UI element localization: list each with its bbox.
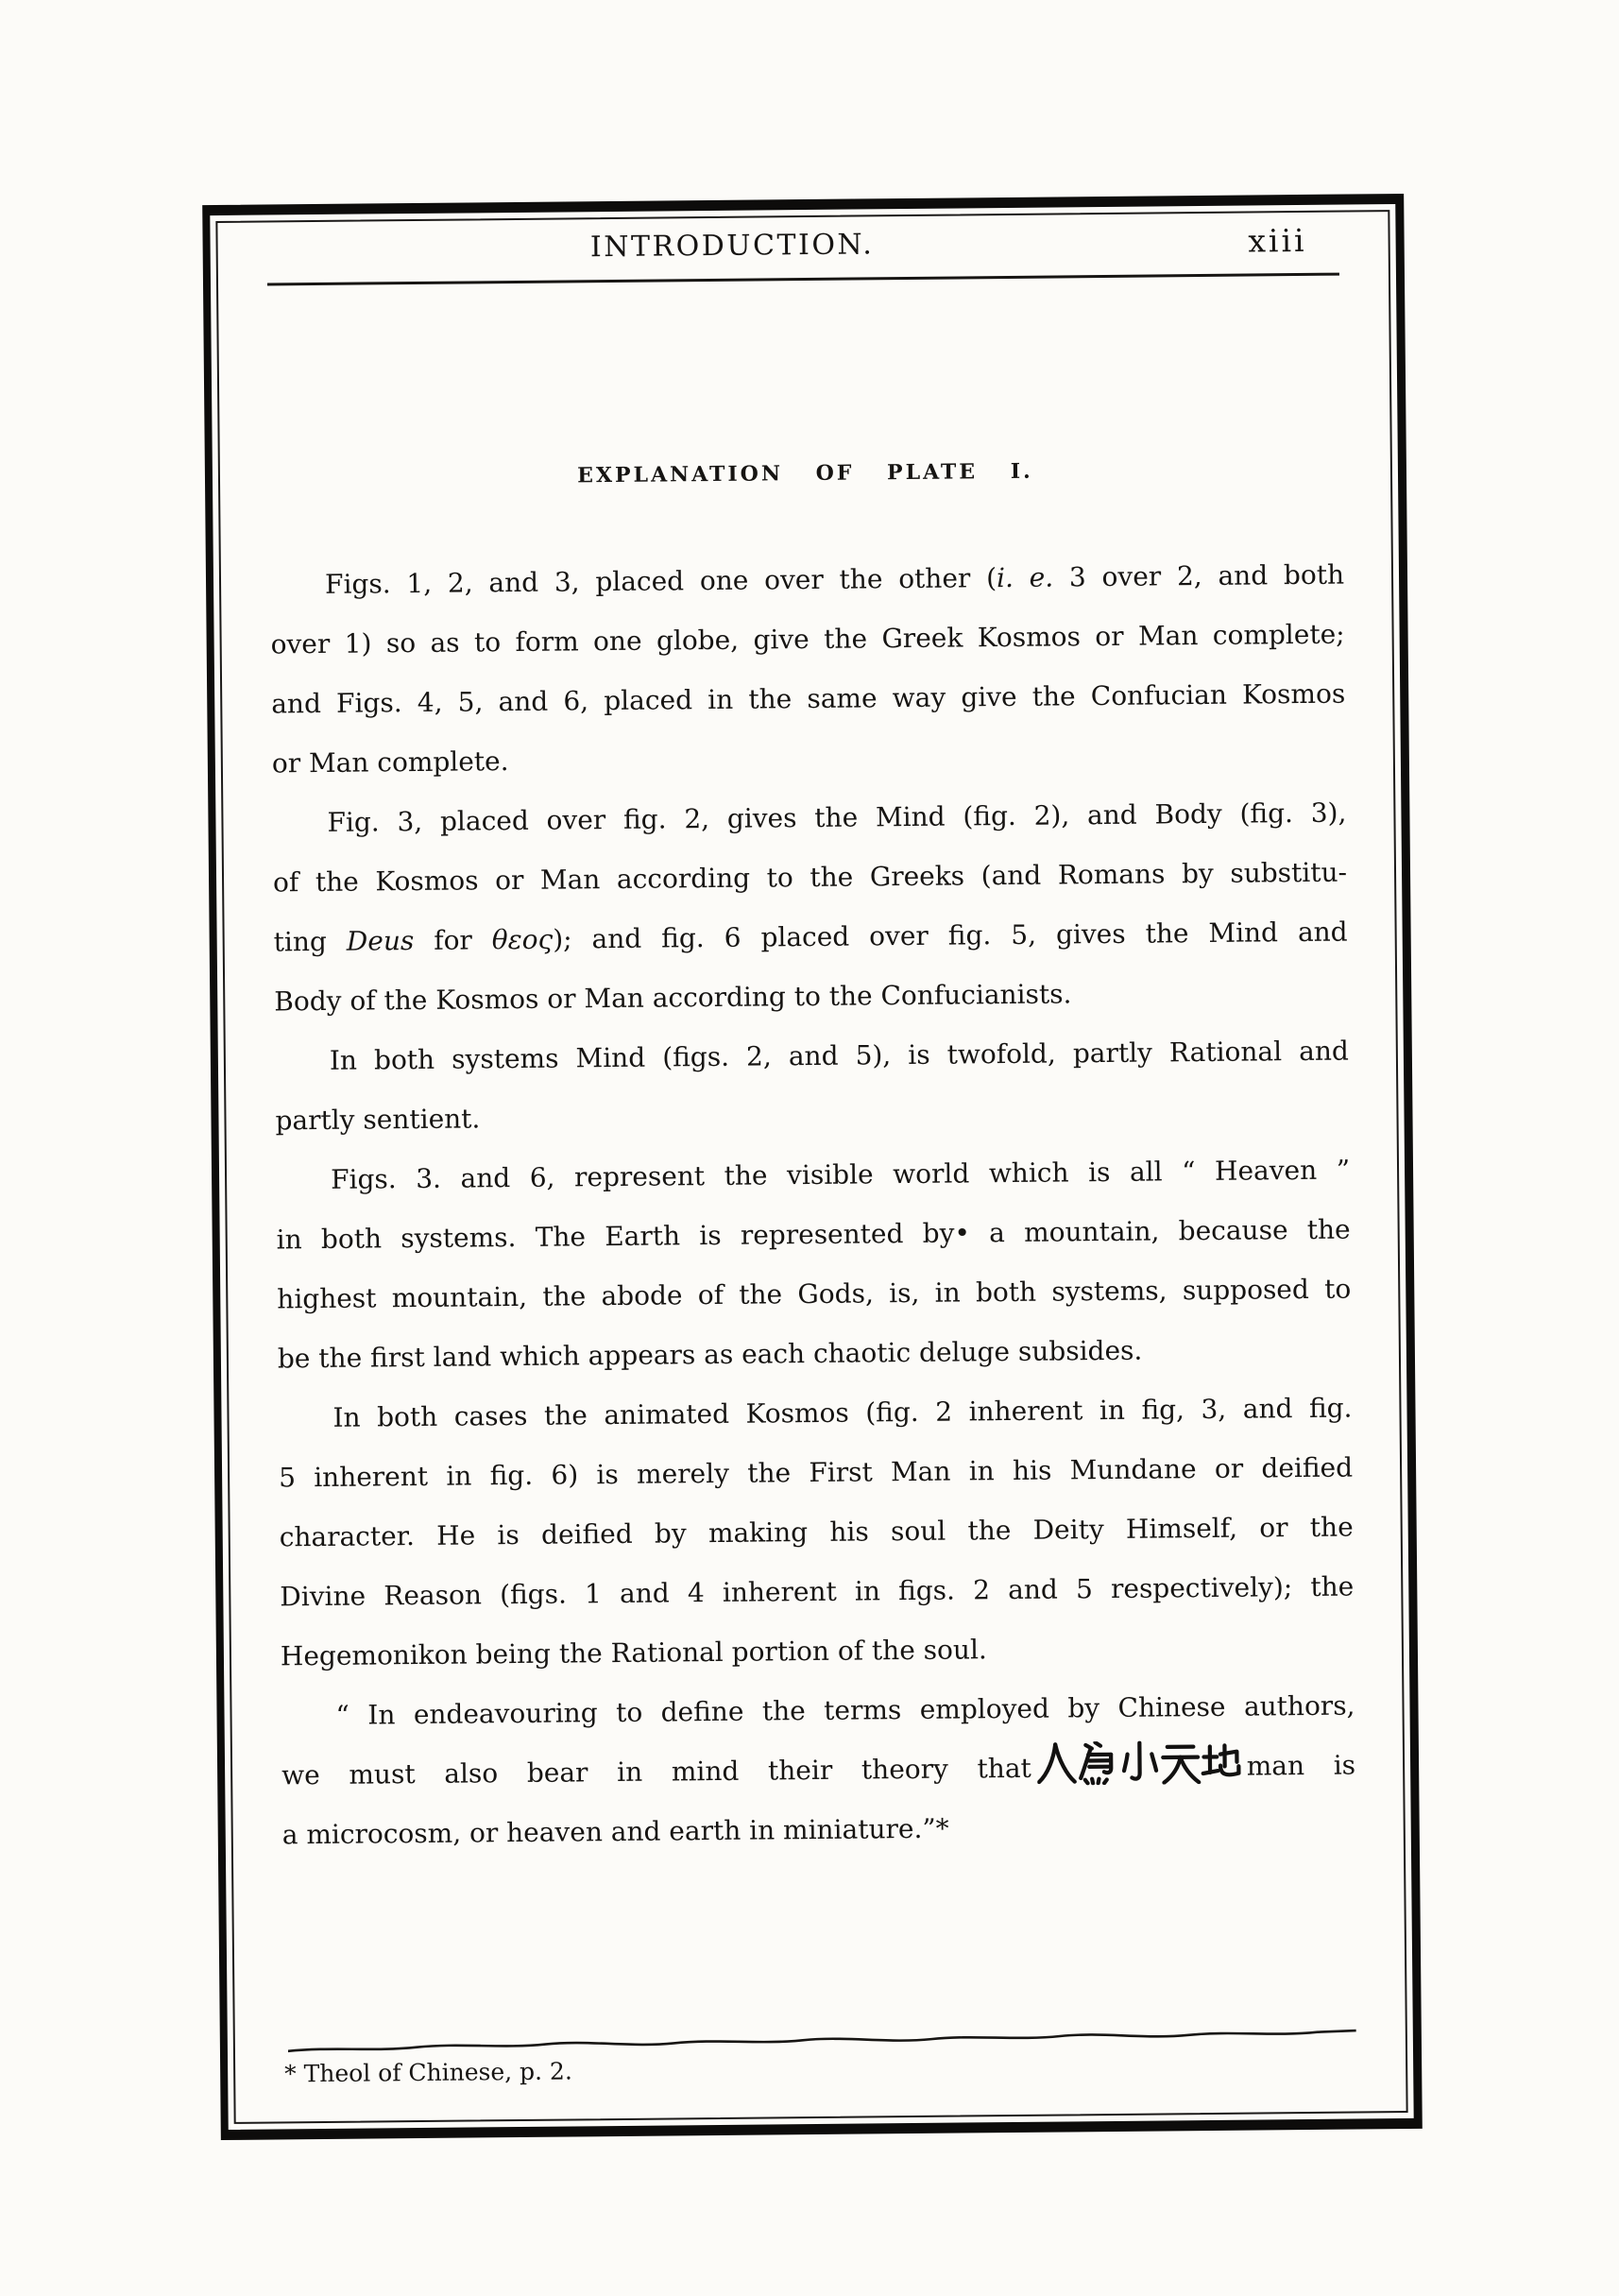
text-segment: highest mountain, the abode of the Gods, is, in both systems, supposed to (277, 1273, 1352, 1315)
section-heading: EXPLANATION OF PLATE I. (577, 458, 1033, 488)
hanzi-wei (1080, 1742, 1111, 1784)
page-number: xiii (1248, 221, 1307, 260)
text-segment: for (414, 924, 492, 957)
text-segment: “ In endeavouring to define the terms employed by Chinese authors, (335, 1689, 1355, 1731)
text-line (275, 1021, 1350, 1091)
text-line (275, 1081, 1350, 1151)
text-segment: Body of the Kosmos or Man according to the Confucianists. (274, 978, 1072, 1018)
text-segment: character. He is deified by making his soul the Deity Himself, or the (279, 1511, 1354, 1553)
text-line (279, 1498, 1354, 1568)
text-line (274, 962, 1349, 1032)
hanzi-ren (1038, 1744, 1074, 1782)
hanzi-xiao (1123, 1742, 1155, 1778)
text-line (277, 1259, 1352, 1329)
text-segment: 5 inherent in fig. 6) is merely the First Man in his Mundane or deified (278, 1451, 1354, 1494)
text-line (281, 1795, 1356, 1865)
text-segment: we must also bear in mind their theory that (281, 1752, 1031, 1791)
text-segment: Divine Reason (figs. 1 and 4 inherent in figs. 2 and 5 respectively); the (280, 1570, 1355, 1613)
text-line (270, 545, 1345, 615)
text-segment: Figs. 3. and 6, represent the visible world which is all “ Heaven ” (330, 1154, 1351, 1195)
text-segment: In both systems Mind (figs. 2, and 5), is twofold, partly Rational and (329, 1035, 1350, 1076)
text-segment: or Man complete. (271, 745, 509, 780)
text-line (273, 843, 1348, 913)
text-line (279, 1438, 1354, 1508)
text-line (278, 1319, 1353, 1389)
text-line (272, 783, 1347, 853)
text-line (273, 902, 1348, 972)
page-header (266, 222, 1338, 274)
text-segment: a microcosm, or heaven and earth in miniature.”* (281, 1812, 949, 1851)
footnote: * Theol of Chinese, p. 2. (284, 2057, 572, 2088)
text-segment: be the first land which appears as each chaotic deluge subsides. (277, 1334, 1143, 1375)
italic-text: θεος (491, 923, 554, 956)
text-segment: over 1) so as to form one globe, give the Greek Kosmos or Man complete; (270, 618, 1345, 660)
page-border-frame (202, 194, 1423, 2140)
italic-text: Deus (346, 925, 415, 957)
text-segment: in both systems. The Earth is represented by• a mountain, because the (276, 1213, 1351, 1256)
text-line (271, 664, 1346, 734)
text-line (276, 1200, 1351, 1270)
text-line (276, 1140, 1351, 1210)
text-line (280, 1557, 1355, 1627)
text-segment: ); and fig. 6 placed over fig. 5, gives the Mind and (553, 916, 1348, 955)
text-segment: Fig. 3, placed over fig. 2, gives the Mind (fig. 2), and Body (fig. 3), (327, 797, 1347, 838)
text-segment: In both cases the animated Kosmos (fig. 2 inherent in fig, 3, and fig. (332, 1392, 1353, 1433)
body-text (270, 545, 1356, 1865)
text-segment: 3 over 2, and both (1053, 558, 1345, 593)
running-head: INTRODUCTION. (589, 228, 875, 265)
hanzi-tian (1163, 1747, 1199, 1783)
text-segment: partly sentient. (275, 1103, 481, 1137)
text-line (270, 605, 1345, 675)
hanzi-di (1202, 1745, 1238, 1774)
text-line (281, 1736, 1356, 1806)
text-segment: Figs. 1, 2, and 3, placed one over the other ( (324, 562, 997, 600)
text-line (272, 724, 1347, 794)
text-segment: of the Kosmos or Man according to the Greeks (and Romans by substitu- (272, 856, 1348, 899)
chinese-characters (1037, 1740, 1241, 1786)
footnote-separator (288, 2028, 1356, 2054)
text-segment: and Figs. 4, 5, and 6, placed in the same way give the Confucian Kosmos (271, 677, 1346, 720)
text-segment: man is (1246, 1749, 1356, 1782)
italic-text: i. e. (996, 561, 1054, 594)
text-line (281, 1676, 1355, 1746)
text-segment: Hegemonikon being the Rational portion of the soul. (280, 1634, 987, 1672)
page-border-inner-rule (215, 210, 1407, 2124)
text-segment: ting (273, 925, 347, 958)
text-line (278, 1379, 1353, 1448)
text-line (281, 1617, 1355, 1687)
header-rule (267, 273, 1339, 286)
